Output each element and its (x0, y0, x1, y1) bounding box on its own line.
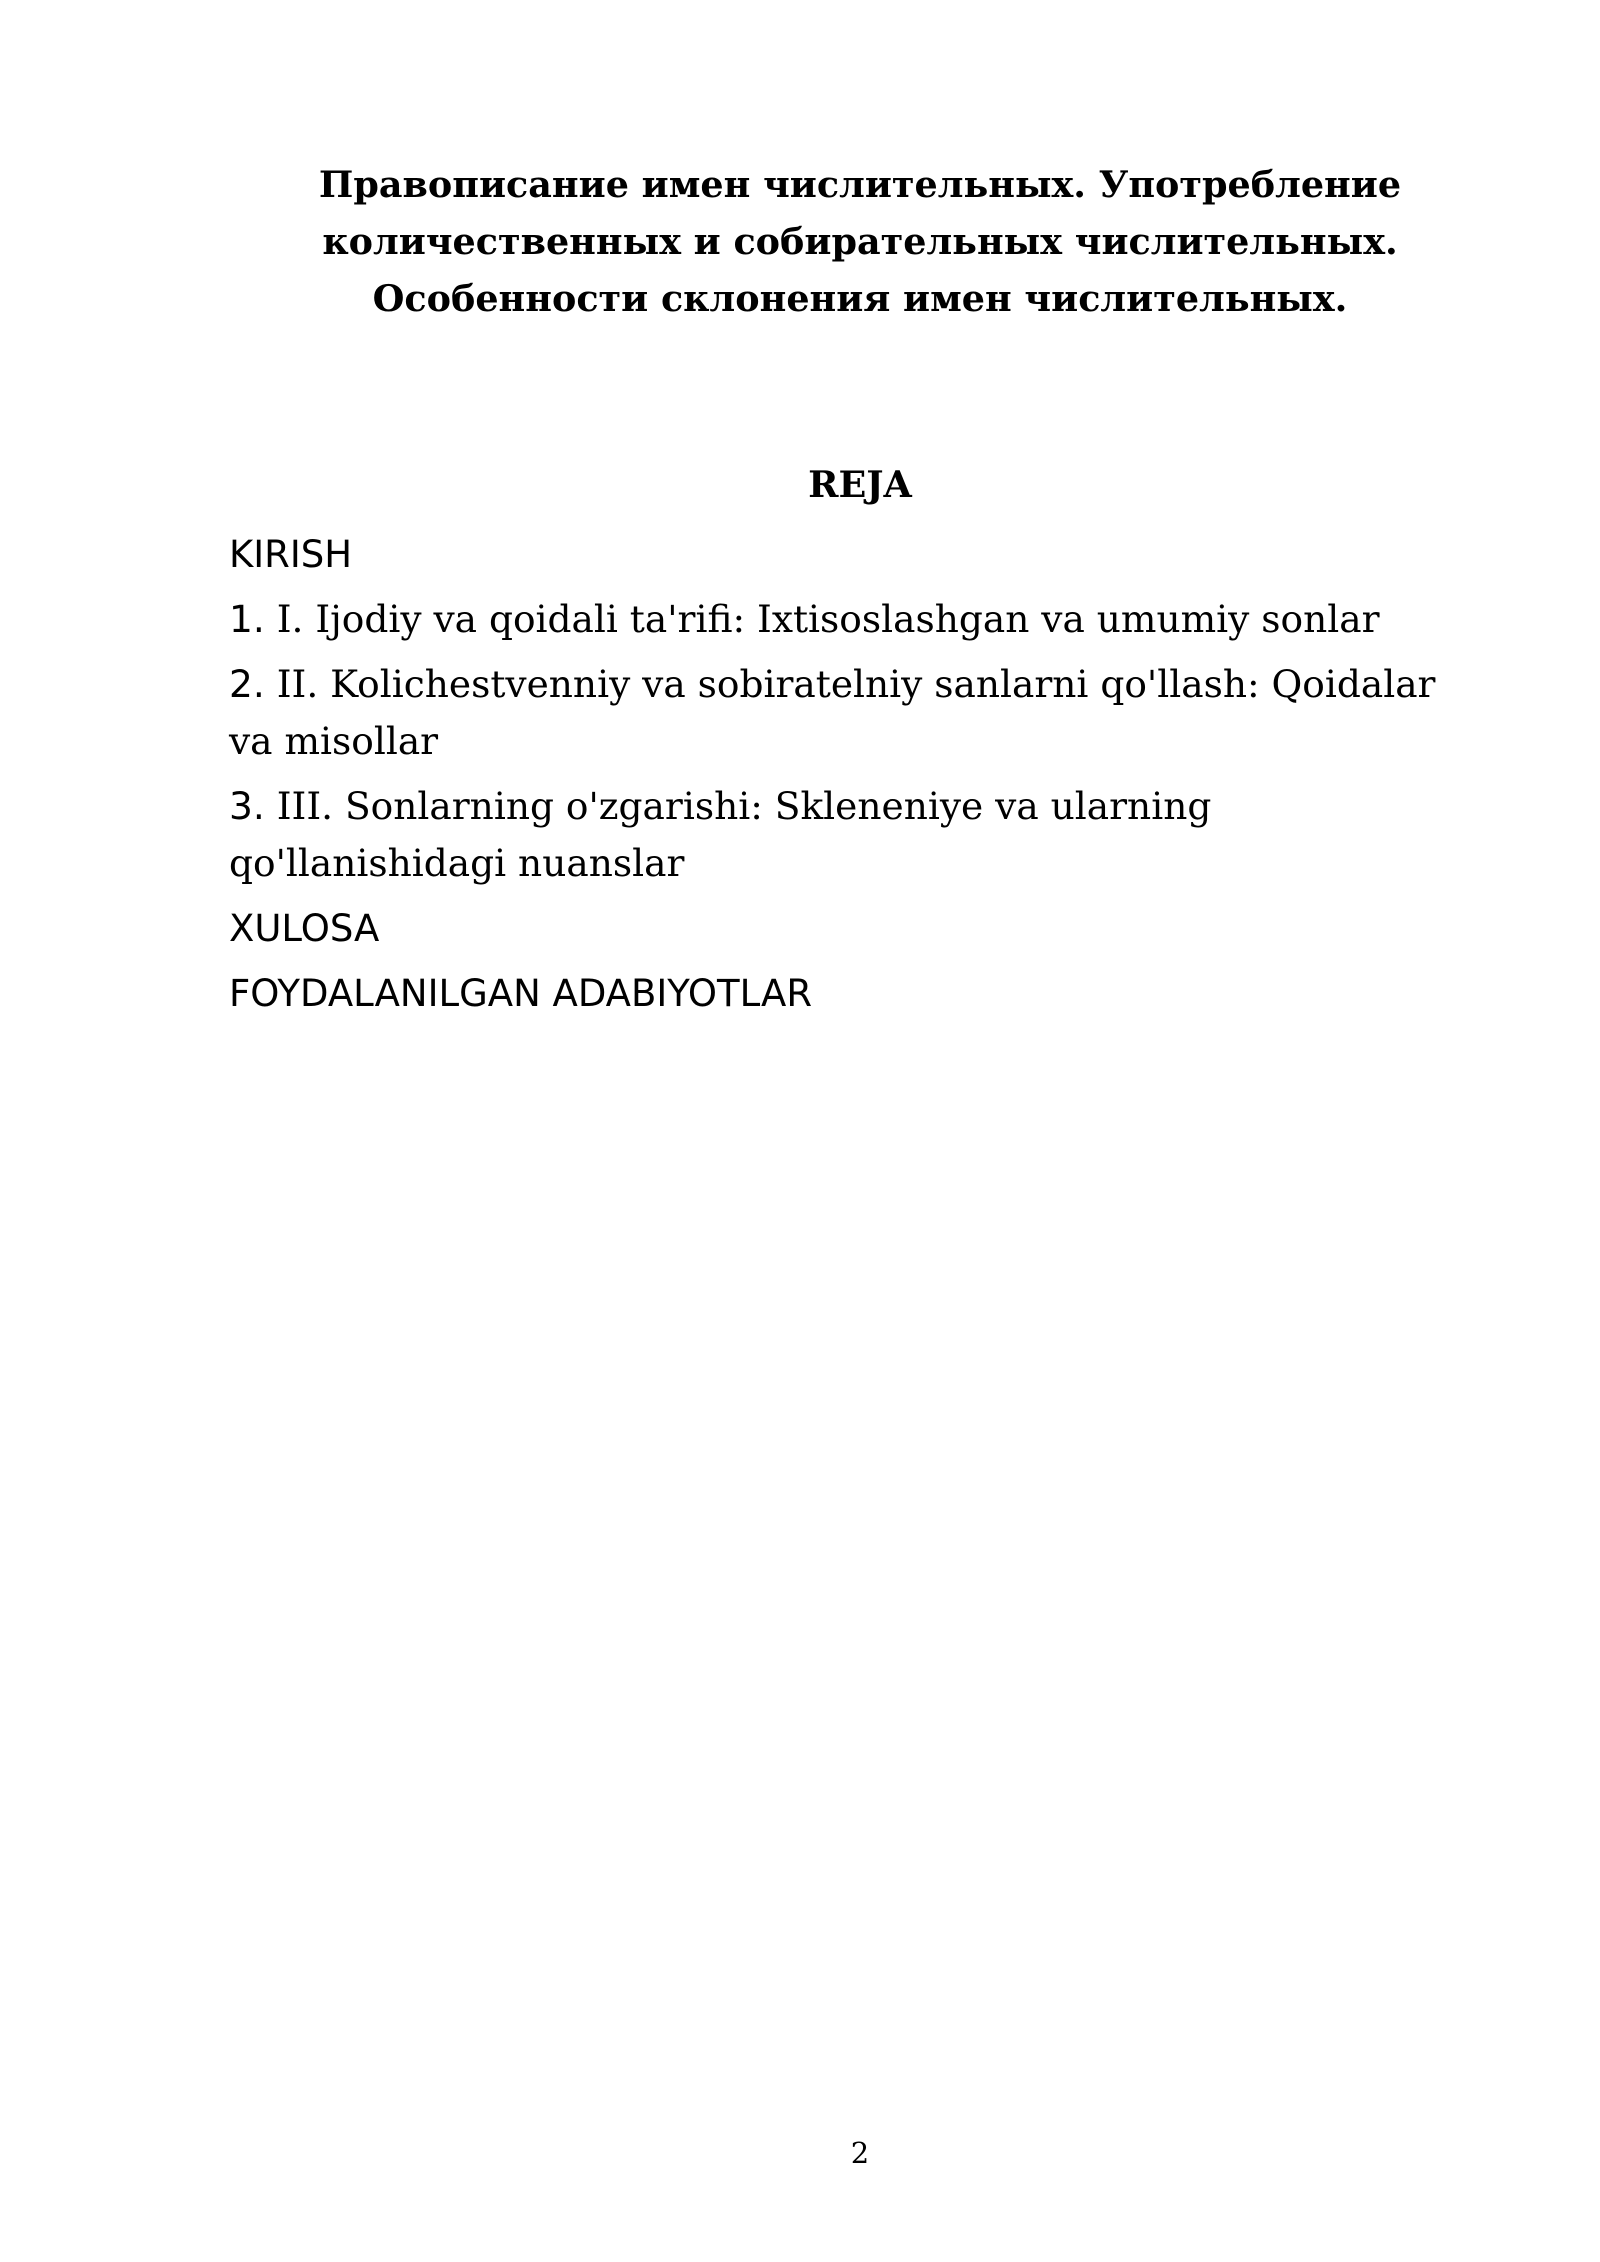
plan-item-text: XULOSA (229, 907, 380, 950)
plan-item-text: KIRISH (229, 533, 353, 576)
page-number: 2 (850, 2136, 870, 2170)
plan-item-1 (229, 591, 1489, 648)
plan-item-text: I. Ijodiy va qoidali ta'rifi: Ixtisoslashgan va umumiy sonlar (276, 597, 1380, 641)
plan-item-number: 2. (229, 662, 277, 706)
plan-item-3 (229, 778, 1489, 892)
plan-list (229, 526, 1489, 1030)
plan-item-introduction (229, 526, 1489, 583)
plan-item-text: II. Kolichestvenniy va sobiratelniy sanlarni qo'llash: Qoidalar va misollar (229, 662, 1436, 763)
plan-item-text: FOYDALANILGAN ADABIYOTLAR (229, 972, 813, 1015)
plan-item-number: 1. (229, 597, 277, 641)
plan-heading: REJA (808, 463, 912, 506)
title-line: Особенности склонения имен числительных. (372, 277, 1348, 320)
plan-item-number: 3. (229, 784, 277, 828)
title-line: Правописание имен числительных. Употребление (318, 163, 1402, 206)
plan-item-conclusion (229, 900, 1489, 957)
title-line: количественных и собирательных числительных. (322, 220, 1398, 263)
plan-item-text: III. Sonlarning o'zgarishi: Skleneniye va ularning qo'llanishidagi nuanslar (229, 784, 1212, 885)
document-title (230, 156, 1490, 327)
plan-item-references (229, 965, 1489, 1022)
plan-item-2 (229, 656, 1489, 770)
